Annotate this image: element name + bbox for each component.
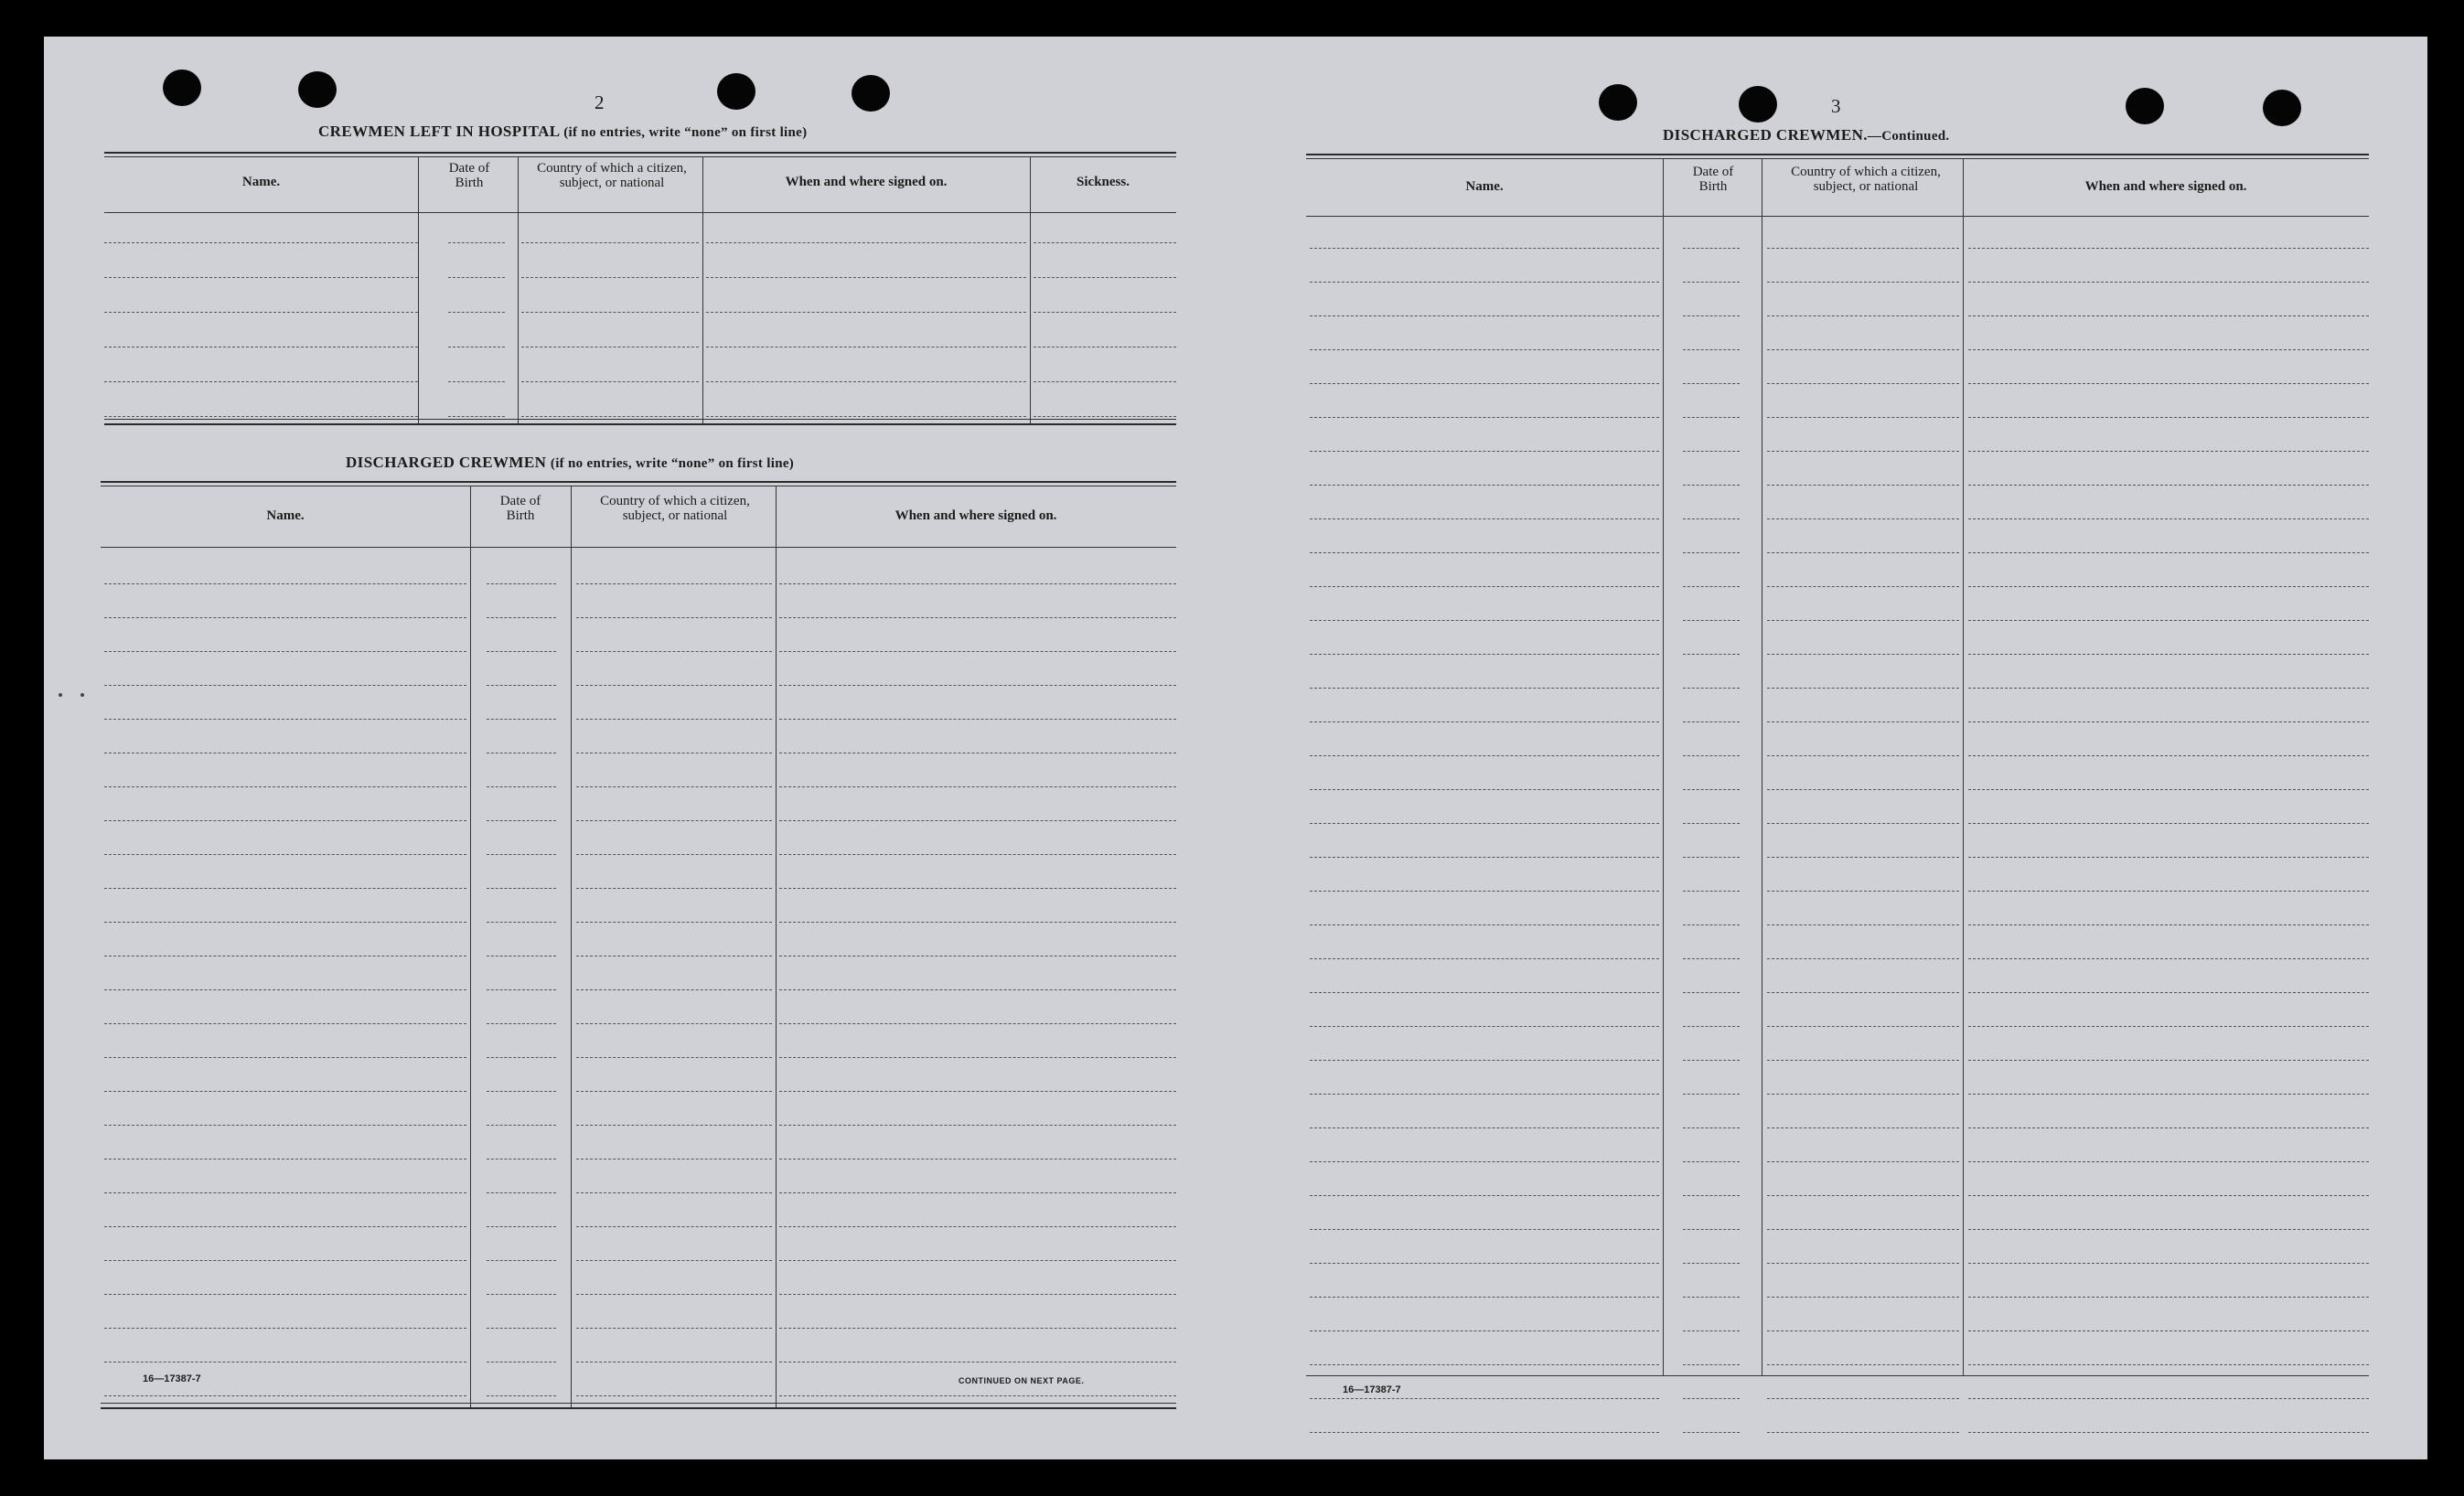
col-sickness: Sickness. bbox=[1077, 175, 1130, 189]
entry-line[interactable] bbox=[1968, 891, 2369, 892]
entry-line[interactable] bbox=[1683, 586, 1740, 587]
entry-line[interactable] bbox=[779, 1192, 1176, 1193]
entry-line[interactable] bbox=[1310, 924, 1659, 925]
entry-line[interactable] bbox=[1683, 721, 1740, 722]
entry-line[interactable] bbox=[1767, 1195, 1959, 1196]
entry-line[interactable] bbox=[1767, 924, 1959, 925]
entry-line[interactable] bbox=[1767, 789, 1959, 790]
entry-line[interactable] bbox=[576, 1395, 772, 1396]
entry-line[interactable] bbox=[706, 242, 1026, 243]
entry-line[interactable] bbox=[779, 888, 1176, 889]
entry-line[interactable] bbox=[779, 1023, 1176, 1024]
entry-line[interactable] bbox=[1683, 485, 1740, 486]
entry-line[interactable] bbox=[1968, 755, 2369, 756]
entry-line[interactable] bbox=[1683, 315, 1740, 316]
entry-line[interactable] bbox=[576, 1294, 772, 1295]
entry-line[interactable] bbox=[1767, 349, 1959, 350]
entry-line[interactable] bbox=[1968, 451, 2369, 452]
entry-line[interactable] bbox=[448, 416, 505, 417]
entry-line[interactable] bbox=[1310, 1229, 1659, 1230]
entry-line[interactable] bbox=[487, 786, 556, 787]
col-name: Name. bbox=[241, 175, 281, 189]
entry-line[interactable] bbox=[1310, 282, 1659, 283]
discharged-continued-heading bbox=[1663, 126, 1949, 144]
entry-line[interactable] bbox=[487, 1328, 556, 1329]
entry-line[interactable] bbox=[576, 786, 772, 787]
entry-line[interactable] bbox=[1683, 1263, 1740, 1264]
entry-line[interactable] bbox=[576, 888, 772, 889]
entry-line[interactable] bbox=[1767, 1026, 1959, 1027]
entry-line[interactable] bbox=[104, 277, 418, 278]
entry-line[interactable] bbox=[576, 651, 772, 652]
entry-line[interactable] bbox=[576, 1091, 772, 1092]
entry-line[interactable] bbox=[1310, 992, 1659, 993]
entry-line[interactable] bbox=[1683, 451, 1740, 452]
entry-line[interactable] bbox=[521, 312, 699, 313]
entry-line[interactable] bbox=[1310, 518, 1659, 519]
entry-line[interactable] bbox=[1310, 315, 1659, 316]
entry-line[interactable] bbox=[104, 1192, 466, 1193]
entry-line[interactable] bbox=[1968, 485, 2369, 486]
entry-line[interactable] bbox=[1968, 1026, 2369, 1027]
entry-line[interactable] bbox=[576, 1023, 772, 1024]
entry-line[interactable] bbox=[576, 685, 772, 686]
col-name: Name. bbox=[1465, 179, 1504, 194]
entry-line[interactable] bbox=[104, 617, 466, 618]
entry-line[interactable] bbox=[1968, 721, 2369, 722]
entry-line[interactable] bbox=[1968, 1229, 2369, 1230]
entry-line[interactable] bbox=[487, 719, 556, 720]
col-date-of-birth: Date of Birth bbox=[499, 494, 541, 523]
entry-line[interactable] bbox=[1310, 1398, 1659, 1399]
col-name: Name. bbox=[266, 508, 305, 523]
entry-line[interactable] bbox=[1968, 654, 2369, 655]
entry-line[interactable] bbox=[1968, 518, 2369, 519]
entry-line[interactable] bbox=[1310, 823, 1659, 824]
entry-line[interactable] bbox=[1968, 1161, 2369, 1162]
entry-line[interactable] bbox=[779, 1294, 1176, 1295]
entry-line[interactable] bbox=[1683, 1094, 1740, 1095]
entry-line[interactable] bbox=[1767, 823, 1959, 824]
entry-line[interactable] bbox=[1683, 823, 1740, 824]
entry-line[interactable] bbox=[576, 1192, 772, 1193]
entry-line[interactable] bbox=[1310, 1026, 1659, 1027]
entry-line[interactable] bbox=[576, 1328, 772, 1329]
hospital-table bbox=[104, 152, 1176, 426]
entry-line[interactable] bbox=[1767, 891, 1959, 892]
entry-line[interactable] bbox=[1767, 1398, 1959, 1399]
discharged-heading bbox=[346, 454, 794, 472]
entry-line[interactable] bbox=[1968, 1432, 2369, 1433]
entry-line[interactable] bbox=[1683, 383, 1740, 384]
entry-line[interactable] bbox=[706, 416, 1026, 417]
entry-line[interactable] bbox=[1767, 552, 1959, 553]
entry-line[interactable] bbox=[1310, 891, 1659, 892]
entry-line[interactable] bbox=[706, 381, 1026, 382]
entry-line[interactable] bbox=[104, 922, 466, 923]
entry-line[interactable] bbox=[1767, 282, 1959, 283]
entry-line[interactable] bbox=[706, 312, 1026, 313]
entry-line[interactable] bbox=[104, 1395, 466, 1396]
entry-line[interactable] bbox=[1968, 383, 2369, 384]
hospital-note: (if no entries, write “none” on first line) bbox=[563, 125, 808, 140]
entry-line[interactable] bbox=[1310, 789, 1659, 790]
punch-hole-icon bbox=[1599, 84, 1637, 121]
entry-line[interactable] bbox=[487, 854, 556, 855]
col-when-where: When and where signed on. bbox=[2084, 179, 2247, 194]
entry-line[interactable] bbox=[1683, 1398, 1740, 1399]
entry-line[interactable] bbox=[104, 242, 418, 243]
entry-line[interactable] bbox=[487, 651, 556, 652]
entry-line[interactable] bbox=[1767, 1263, 1959, 1264]
col-date-of-birth: Date of Birth bbox=[448, 161, 490, 190]
entry-line[interactable] bbox=[521, 277, 699, 278]
entry-line[interactable] bbox=[1767, 721, 1959, 722]
entry-line[interactable] bbox=[1683, 1432, 1740, 1433]
entry-line[interactable] bbox=[1767, 1364, 1959, 1365]
entry-line[interactable] bbox=[1310, 1195, 1659, 1196]
entry-line[interactable] bbox=[104, 854, 466, 855]
entry-line[interactable] bbox=[1683, 789, 1740, 790]
entry-line[interactable] bbox=[1310, 620, 1659, 621]
entry-line[interactable] bbox=[448, 277, 505, 278]
entry-line[interactable] bbox=[576, 1057, 772, 1058]
entry-line[interactable] bbox=[1683, 417, 1740, 418]
entry-line[interactable] bbox=[576, 989, 772, 990]
entry-line[interactable] bbox=[521, 381, 699, 382]
punch-hole-icon bbox=[852, 75, 890, 112]
entry-line[interactable] bbox=[487, 922, 556, 923]
entry-line[interactable] bbox=[1968, 688, 2369, 689]
entry-line[interactable] bbox=[1968, 1195, 2369, 1196]
entry-line[interactable] bbox=[104, 1294, 466, 1295]
entry-line[interactable] bbox=[1968, 857, 2369, 858]
entry-line[interactable] bbox=[1968, 1330, 2369, 1331]
entry-line[interactable] bbox=[1683, 1127, 1740, 1128]
hospital-title: CREWMEN LEFT IN HOSPITAL bbox=[318, 123, 560, 140]
entry-line[interactable] bbox=[487, 1395, 556, 1396]
col-country: Country of which a citizen, subject, or national bbox=[1791, 165, 1941, 194]
entry-line[interactable] bbox=[104, 820, 466, 821]
entry-line[interactable] bbox=[1310, 1094, 1659, 1095]
speck bbox=[80, 693, 84, 697]
entry-line[interactable] bbox=[1767, 755, 1959, 756]
entry-line[interactable] bbox=[1034, 277, 1176, 278]
entry-line[interactable] bbox=[1310, 1364, 1659, 1365]
entry-line[interactable] bbox=[487, 1260, 556, 1261]
entry-line[interactable] bbox=[1310, 755, 1659, 756]
entry-line[interactable] bbox=[779, 989, 1176, 990]
entry-line[interactable] bbox=[1310, 248, 1659, 249]
entry-line[interactable] bbox=[1683, 958, 1740, 959]
entry-line[interactable] bbox=[1767, 315, 1959, 316]
entry-line[interactable] bbox=[1968, 958, 2369, 959]
entry-line[interactable] bbox=[104, 312, 418, 313]
entry-line[interactable] bbox=[521, 416, 699, 417]
entry-line[interactable] bbox=[1767, 1060, 1959, 1061]
entry-line[interactable] bbox=[448, 381, 505, 382]
entry-line[interactable] bbox=[104, 1023, 466, 1024]
punch-hole-icon bbox=[717, 73, 755, 110]
entry-line[interactable] bbox=[779, 651, 1176, 652]
entry-line[interactable] bbox=[1310, 721, 1659, 722]
discharged-title: DISCHARGED CREWMEN bbox=[346, 454, 547, 471]
entry-line[interactable] bbox=[1310, 688, 1659, 689]
entry-line[interactable] bbox=[1683, 924, 1740, 925]
speck bbox=[59, 693, 62, 697]
entry-line[interactable] bbox=[1767, 1229, 1959, 1230]
entry-line[interactable] bbox=[1034, 312, 1176, 313]
entry-line[interactable] bbox=[1034, 242, 1176, 243]
entry-line[interactable] bbox=[576, 617, 772, 618]
entry-line[interactable] bbox=[1310, 1297, 1659, 1298]
entry-line[interactable] bbox=[1310, 552, 1659, 553]
entry-line[interactable] bbox=[104, 583, 466, 584]
entry-line[interactable] bbox=[1767, 620, 1959, 621]
entry-line[interactable] bbox=[1767, 1127, 1959, 1128]
entry-line[interactable] bbox=[779, 685, 1176, 686]
entry-line[interactable] bbox=[1767, 248, 1959, 249]
col-when-where: When and where signed on. bbox=[895, 508, 1057, 523]
entry-line[interactable] bbox=[1968, 924, 2369, 925]
entry-line[interactable] bbox=[487, 820, 556, 821]
entry-line[interactable] bbox=[1968, 349, 2369, 350]
entry-line[interactable] bbox=[104, 685, 466, 686]
entry-line[interactable] bbox=[1767, 958, 1959, 959]
page-number-left: 2 bbox=[595, 91, 605, 113]
entry-line[interactable] bbox=[1683, 992, 1740, 993]
entry-line[interactable] bbox=[487, 685, 556, 686]
entry-line[interactable] bbox=[104, 381, 418, 382]
entry-line[interactable] bbox=[1968, 1094, 2369, 1095]
discharged-continued-note: —Continued. bbox=[1867, 129, 1950, 144]
entry-line[interactable] bbox=[779, 1057, 1176, 1058]
entry-line[interactable] bbox=[1310, 1060, 1659, 1061]
entry-line[interactable] bbox=[1968, 552, 2369, 553]
entry-line[interactable] bbox=[1310, 451, 1659, 452]
entry-line[interactable] bbox=[1310, 586, 1659, 587]
entry-line[interactable] bbox=[1683, 755, 1740, 756]
entry-line[interactable] bbox=[576, 1125, 772, 1126]
entry-line[interactable] bbox=[576, 854, 772, 855]
entry-line[interactable] bbox=[104, 1091, 466, 1092]
entry-line[interactable] bbox=[1968, 1263, 2369, 1264]
entry-line[interactable] bbox=[1767, 857, 1959, 858]
entry-line[interactable] bbox=[1767, 1330, 1959, 1331]
entry-line[interactable] bbox=[1310, 1432, 1659, 1433]
entry-line[interactable] bbox=[1767, 518, 1959, 519]
entry-line[interactable] bbox=[448, 312, 505, 313]
entry-line[interactable] bbox=[1310, 654, 1659, 655]
entry-line[interactable] bbox=[1683, 620, 1740, 621]
punch-hole-icon bbox=[298, 71, 337, 108]
entry-line[interactable] bbox=[487, 1192, 556, 1193]
entry-line[interactable] bbox=[1310, 383, 1659, 384]
hospital-heading bbox=[318, 123, 807, 141]
entry-line[interactable] bbox=[1683, 688, 1740, 689]
entry-line[interactable] bbox=[1683, 1026, 1740, 1027]
entry-line[interactable] bbox=[1767, 586, 1959, 587]
entry-line[interactable] bbox=[1968, 620, 2369, 621]
entry-line[interactable] bbox=[1767, 1297, 1959, 1298]
entry-line[interactable] bbox=[1767, 485, 1959, 486]
entry-line[interactable] bbox=[1310, 1263, 1659, 1264]
entry-line[interactable] bbox=[576, 1260, 772, 1261]
entry-line[interactable] bbox=[1968, 315, 2369, 316]
entry-line[interactable] bbox=[576, 922, 772, 923]
entry-line[interactable] bbox=[1968, 1364, 2369, 1365]
entry-line[interactable] bbox=[487, 989, 556, 990]
entry-line[interactable] bbox=[487, 888, 556, 889]
punch-hole-icon bbox=[163, 69, 201, 106]
entry-line[interactable] bbox=[1683, 1330, 1740, 1331]
col-country: Country of which a citizen, subject, or national bbox=[537, 161, 687, 190]
continued-on-next-page: CONTINUED ON NEXT PAGE. bbox=[959, 1376, 1085, 1385]
entry-line[interactable] bbox=[487, 583, 556, 584]
entry-line[interactable] bbox=[1683, 552, 1740, 553]
entry-line[interactable] bbox=[576, 719, 772, 720]
entry-line[interactable] bbox=[104, 888, 466, 889]
entry-line[interactable] bbox=[487, 1125, 556, 1126]
entry-line[interactable] bbox=[779, 583, 1176, 584]
entry-line[interactable] bbox=[1968, 1398, 2369, 1399]
discharged-table bbox=[101, 481, 1176, 1410]
entry-line[interactable] bbox=[1683, 1364, 1740, 1365]
entry-line[interactable] bbox=[487, 1057, 556, 1058]
entry-line[interactable] bbox=[448, 242, 505, 243]
entry-line[interactable] bbox=[487, 1091, 556, 1092]
entry-line[interactable] bbox=[1767, 654, 1959, 655]
entry-line[interactable] bbox=[1683, 282, 1740, 283]
entry-line[interactable] bbox=[1767, 383, 1959, 384]
entry-line[interactable] bbox=[706, 277, 1026, 278]
entry-line[interactable] bbox=[1683, 349, 1740, 350]
entry-line[interactable] bbox=[1767, 688, 1959, 689]
entry-line[interactable] bbox=[104, 786, 466, 787]
entry-line[interactable] bbox=[104, 651, 466, 652]
entry-line[interactable] bbox=[1968, 1297, 2369, 1298]
entry-line[interactable] bbox=[104, 1260, 466, 1261]
entry-line[interactable] bbox=[104, 1057, 466, 1058]
entry-line[interactable] bbox=[1683, 1195, 1740, 1196]
entry-line[interactable] bbox=[779, 786, 1176, 787]
punch-hole-icon bbox=[1739, 86, 1777, 123]
entry-line[interactable] bbox=[779, 1395, 1176, 1396]
entry-line[interactable] bbox=[487, 1226, 556, 1227]
entry-line[interactable] bbox=[1968, 282, 2369, 283]
entry-line[interactable] bbox=[104, 416, 418, 417]
entry-line[interactable] bbox=[1310, 857, 1659, 858]
entry-line[interactable] bbox=[779, 1328, 1176, 1329]
entry-line[interactable] bbox=[779, 719, 1176, 720]
entry-line[interactable] bbox=[779, 1125, 1176, 1126]
entry-line[interactable] bbox=[1034, 381, 1176, 382]
punch-hole-icon bbox=[2126, 88, 2164, 124]
entry-line[interactable] bbox=[521, 242, 699, 243]
discharged-note: (if no entries, write “none” on first line) bbox=[550, 456, 795, 471]
entry-line[interactable] bbox=[1310, 958, 1659, 959]
entry-line[interactable] bbox=[779, 854, 1176, 855]
entry-line[interactable] bbox=[1683, 1161, 1740, 1162]
discharged-continued-title: DISCHARGED CREWMEN. bbox=[1663, 126, 1868, 144]
entry-line[interactable] bbox=[1968, 992, 2369, 993]
entry-line[interactable] bbox=[576, 583, 772, 584]
entry-line[interactable] bbox=[1034, 416, 1176, 417]
entry-line[interactable] bbox=[1683, 1297, 1740, 1298]
entry-line[interactable] bbox=[1683, 1229, 1740, 1230]
entry-line[interactable] bbox=[1968, 1060, 2369, 1061]
form-sheet bbox=[44, 37, 2427, 1459]
col-date-of-birth: Date of Birth bbox=[1692, 165, 1734, 194]
entry-line[interactable] bbox=[1968, 823, 2369, 824]
entry-line[interactable] bbox=[104, 1328, 466, 1329]
col-when-where: When and where signed on. bbox=[785, 175, 948, 189]
entry-line[interactable] bbox=[104, 719, 466, 720]
entry-line[interactable] bbox=[104, 1226, 466, 1227]
entry-line[interactable] bbox=[779, 1260, 1176, 1261]
entry-line[interactable] bbox=[1968, 248, 2369, 249]
entry-line[interactable] bbox=[1683, 857, 1740, 858]
entry-line[interactable] bbox=[1767, 1161, 1959, 1162]
entry-line[interactable] bbox=[1968, 1127, 2369, 1128]
entry-line[interactable] bbox=[1310, 417, 1659, 418]
entry-line[interactable] bbox=[1767, 451, 1959, 452]
entry-line[interactable] bbox=[1310, 485, 1659, 486]
entry-line[interactable] bbox=[576, 1226, 772, 1227]
form-number-left: 16—17387-7 bbox=[143, 1373, 201, 1384]
entry-line[interactable] bbox=[1767, 417, 1959, 418]
entry-line[interactable] bbox=[1683, 891, 1740, 892]
form-number-right: 16—17387-7 bbox=[1343, 1384, 1401, 1395]
entry-line[interactable] bbox=[1968, 417, 2369, 418]
entry-line[interactable] bbox=[576, 820, 772, 821]
entry-line[interactable] bbox=[1683, 248, 1740, 249]
entry-line[interactable] bbox=[1310, 349, 1659, 350]
entry-line[interactable] bbox=[487, 617, 556, 618]
entry-line[interactable] bbox=[779, 1091, 1176, 1092]
entry-line[interactable] bbox=[1767, 1432, 1959, 1433]
page-number-right: 3 bbox=[1831, 95, 1841, 117]
discharged-continued-table bbox=[1306, 154, 2369, 1379]
entry-line[interactable] bbox=[779, 820, 1176, 821]
col-country: Country of which a citizen, subject, or national bbox=[600, 494, 750, 523]
entry-line[interactable] bbox=[1968, 789, 2369, 790]
entry-line[interactable] bbox=[1683, 518, 1740, 519]
entry-line[interactable] bbox=[1767, 992, 1959, 993]
entry-line[interactable] bbox=[487, 1023, 556, 1024]
entry-line[interactable] bbox=[104, 989, 466, 990]
entry-line[interactable] bbox=[779, 922, 1176, 923]
entry-line[interactable] bbox=[1683, 654, 1740, 655]
entry-line[interactable] bbox=[487, 1294, 556, 1295]
entry-line[interactable] bbox=[1968, 586, 2369, 587]
entry-line[interactable] bbox=[779, 617, 1176, 618]
entry-line[interactable] bbox=[779, 1226, 1176, 1227]
entry-line[interactable] bbox=[1310, 1330, 1659, 1331]
entry-line[interactable] bbox=[1310, 1161, 1659, 1162]
entry-line[interactable] bbox=[1767, 1094, 1959, 1095]
entry-line[interactable] bbox=[104, 1125, 466, 1126]
entry-line[interactable] bbox=[1683, 1060, 1740, 1061]
punch-hole-icon bbox=[2263, 90, 2301, 126]
entry-line[interactable] bbox=[1310, 1127, 1659, 1128]
